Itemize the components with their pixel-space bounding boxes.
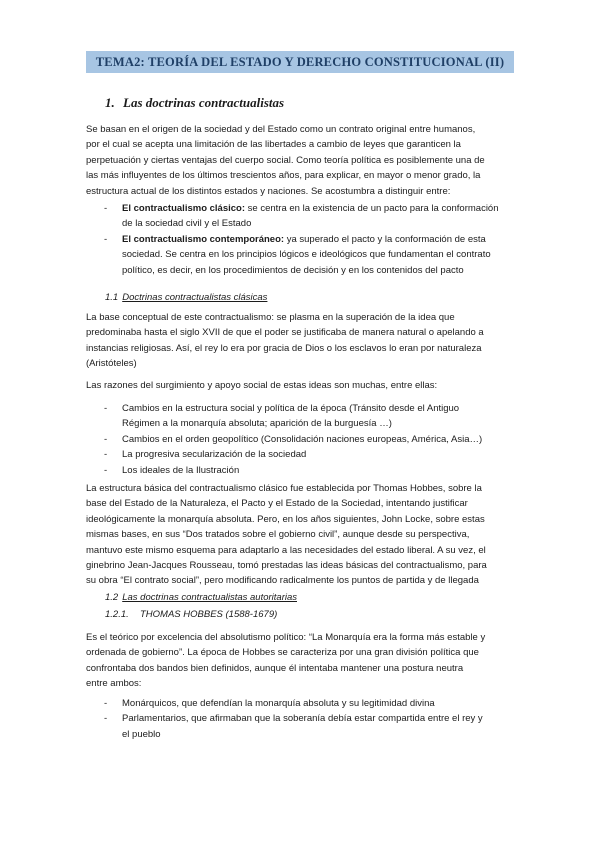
text-line: sociedad. Se centra en los principios lógicos e ideológicos que fundamentan el contrato (122, 249, 491, 261)
section-number: 1. (105, 95, 115, 110)
factions-list (86, 696, 516, 742)
bullet-dash: - (104, 449, 108, 461)
subsubsection-number: 1.2.1. (105, 609, 129, 620)
paragraph (86, 310, 516, 372)
bullet-dash: - (104, 698, 108, 709)
text-line: su obra “El contrato social”, pero modificando radicalmente los puntos de partida y de llegada (86, 575, 479, 587)
text-line: Cambios en la estructura social y política de la época (Tránsito desde el Antiguo (122, 403, 460, 414)
list-item (86, 463, 516, 478)
text-line: perpetuación y ciertas ventajas del cuerpo social. Como teoría política es posiblemente una de (86, 154, 485, 166)
text-line: Se basan en el origen de la sociedad y del Estado como un contrato original entre humanos, (86, 124, 476, 135)
subsubsection-title: THOMAS HOBBES (1588-1679) (140, 609, 278, 620)
text-line: (Aristóteles) (86, 358, 137, 370)
text-line: mantuvo este mismo esquema para adaptarlo a las necesidades del estado liberal. A su vez, el (86, 544, 486, 556)
text-line: por el cual se acepta una limitación de las libertades a cambio de leyes que garanticen la (86, 139, 461, 151)
text-line: confrontaba dos bandos bien definidos, aunque él intentaba mantener una postura neutra (86, 662, 464, 674)
list-item (86, 401, 516, 432)
text-line: La progresiva secularización de la sociedad (122, 449, 307, 461)
bullet-dash: - (104, 403, 108, 414)
text-line: ideológicamente la monarquía absoluta. Pero, en los años siguientes, John Locke, sobre estas (86, 513, 485, 525)
subsubsection-heading (105, 609, 277, 620)
text-line: Los ideales de la Ilustración (122, 464, 240, 476)
section-heading (105, 95, 284, 111)
bullet-dash: - (104, 713, 108, 725)
text-line: ya superado el pacto y la conformación de esta (284, 233, 486, 245)
subsection-title: Doctrinas contractualistas clásicas (122, 292, 268, 303)
subsection-number: 1.1 (105, 292, 119, 303)
paragraph (86, 378, 516, 393)
text-line: mismas bases, en sus “Dos tratados sobre el gobierno civil”, aunque desde su perspectiva, (86, 529, 470, 541)
text-line: se centra en la existencia de un pacto para la conformación (245, 203, 499, 214)
section-title: Las doctrinas contractualistas (123, 95, 285, 110)
subsection-title: Las doctrinas contractualistas autoritarias (122, 592, 297, 603)
bold-term: El contractualismo clásico: (122, 203, 246, 214)
list-item (86, 447, 516, 462)
text-line: Es el teórico por excelencia del absolutismo político: “La Monarquía era la forma más estable y (86, 632, 486, 643)
list-item (86, 696, 516, 711)
paragraph (86, 481, 516, 589)
bullet-dash: - (104, 203, 108, 214)
text-line: de la sociedad civil y el Estado (122, 218, 252, 230)
intro-paragraph (86, 122, 516, 199)
bullet-dash: - (104, 433, 108, 445)
contractualism-types-list (86, 201, 516, 278)
list-item (86, 432, 516, 447)
text-line: político, es decir, en los procedimientos de decisión y en los contenidos del pacto (122, 264, 464, 276)
text-line: La base conceptual de este contractualismo: se plasma en la superación de la idea que (86, 312, 455, 323)
text-line: Monárquicos, que defendían la monarquía absoluta y su legitimidad divina (122, 698, 435, 709)
text-line: base del Estado de la Naturaleza, el Pacto y el Estado de la Sociedad, intentando justificar (86, 498, 468, 510)
text-line: predominaba hasta el siglo XVII de que el poder se justificaba de manera natural o apelando a (86, 327, 484, 339)
text-line: ginebrino Jean-Jacques Rousseau, tomó prestadas las ideas básicas del contractualismo, para (86, 560, 487, 572)
bullet-dash: - (104, 233, 108, 245)
bullet-dash: - (104, 464, 108, 476)
text-line: estructura actual de los distintos estados y naciones. Se acostumbra a distinguir entre: (86, 185, 451, 197)
text-line: ordenada de gobierno”. La época de Hobbes se caracteriza por una gran división política que (86, 647, 479, 659)
subsection-number: 1.2 (105, 592, 119, 603)
bold-term: El contractualismo contemporáneo: (122, 233, 285, 245)
list-item (86, 201, 516, 232)
text-line: La estructura básica del contractualismo clásico fue establecida por Thomas Hobbes, sobre la (86, 483, 482, 494)
text-line: el pueblo (122, 728, 161, 740)
subsection-heading (105, 292, 267, 303)
list-item (86, 711, 516, 742)
subsection-heading (105, 592, 297, 603)
text-line: instancias religiosas. Así, el rey lo era por gracia de Dios o los esclavos lo eran por naturaleza (86, 342, 482, 354)
reasons-list (86, 401, 516, 478)
text-line: Las razones del surgimiento y apoyo social de estas ideas son muchas, entre ellas: (86, 380, 438, 391)
document-title: TEMA2: TEORÍA DEL ESTADO Y DERECHO CONSTITUCIONAL (II) (95, 55, 505, 69)
text-line: las más influyentes de los últimos trescientos años, para explicar, en mayor o menor grado, la (86, 170, 481, 182)
text-line: entre ambos: (86, 678, 142, 690)
text-line: Régimen a la monarquía absoluta; aparición de la burguesía …) (122, 418, 392, 430)
text-line: Parlamentarios, que afirmaban que la soberanía debía estar compartida entre el rey y (122, 713, 483, 725)
title-banner (86, 51, 514, 73)
text-line: Cambios en el orden geopolítico (Consolidación naciones europeas, América, Asia…) (122, 433, 483, 445)
paragraph (86, 630, 516, 692)
list-item (86, 232, 516, 278)
